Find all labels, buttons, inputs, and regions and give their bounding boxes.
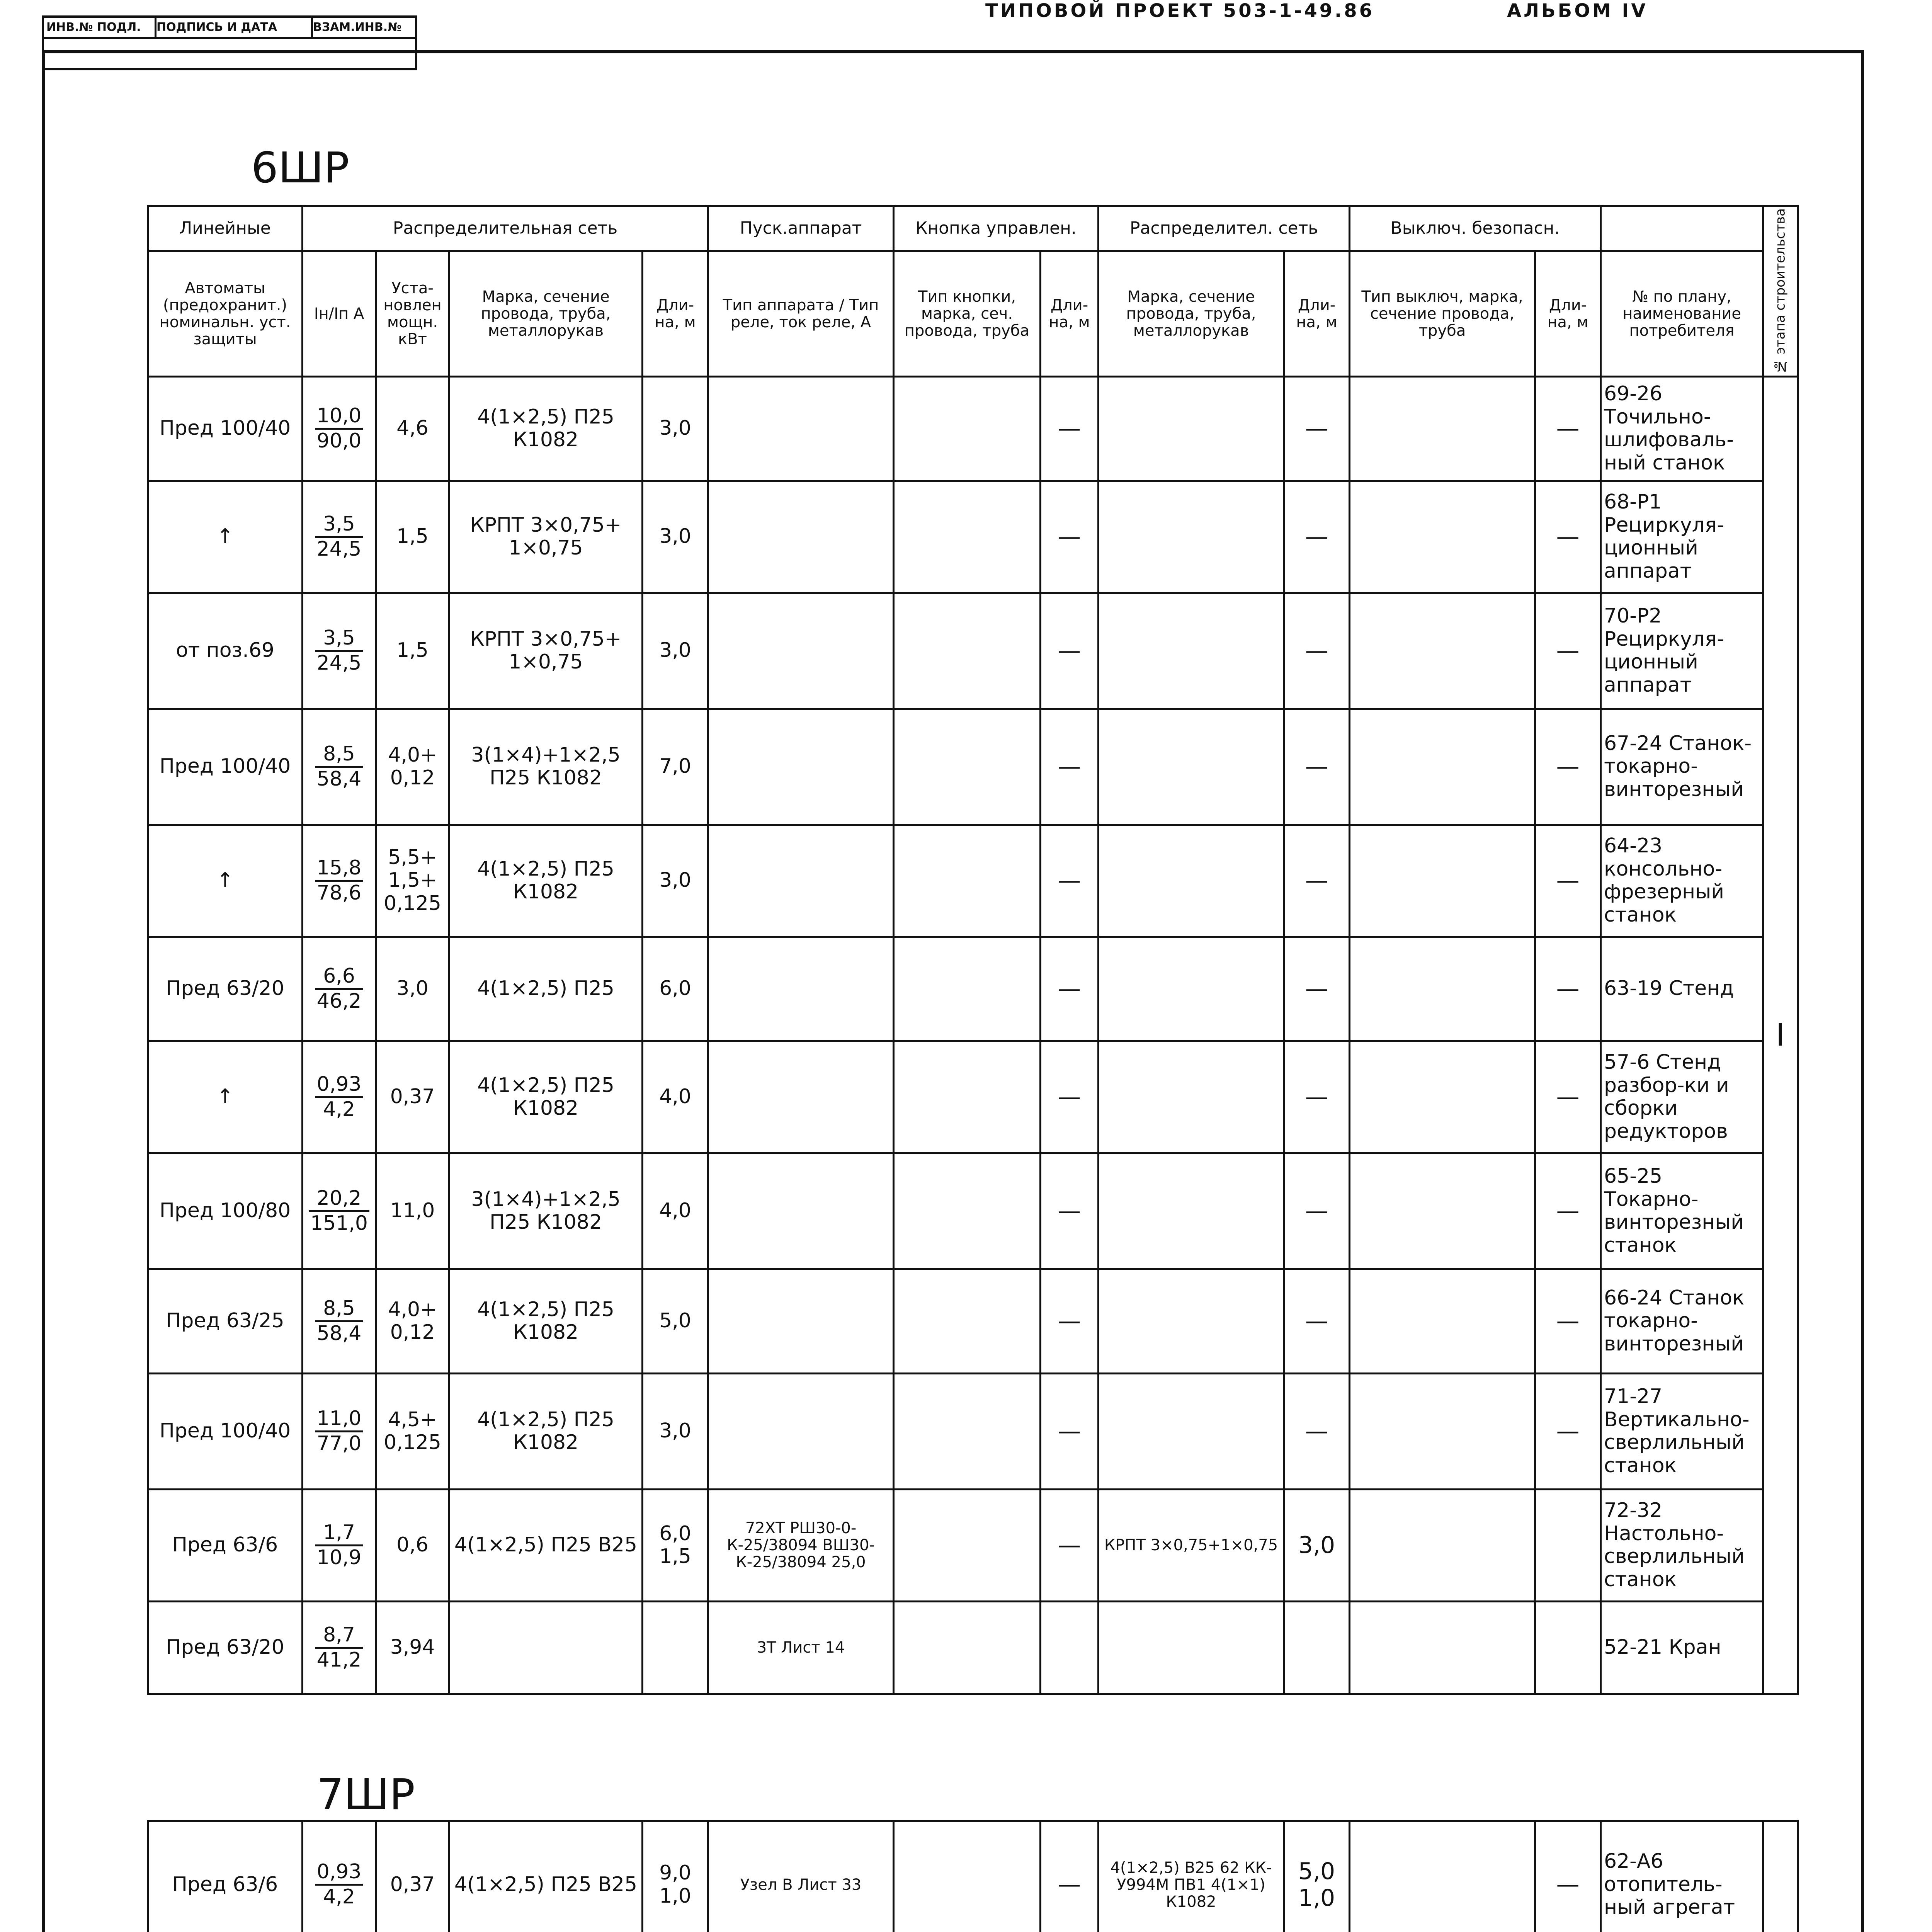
cell-dist2-len: — (1305, 1083, 1328, 1111)
cell-length: 6,0 (659, 977, 691, 1000)
cell-power: 1,5 (396, 525, 429, 548)
current-fraction (315, 513, 363, 561)
cell-dist2-len: — (1305, 867, 1328, 894)
table-row (148, 376, 1798, 481)
cell-length: 3,0 (659, 1419, 691, 1443)
table-row (148, 709, 1798, 825)
cell-power: 11,0 (390, 1199, 435, 1223)
group-switch: Выключ. безопасн. (1350, 206, 1601, 251)
current-fraction (315, 1861, 363, 1909)
cell-wire: 4(1×2,5) П25 В25 (454, 1872, 638, 1896)
cell-sw-len: — (1556, 1417, 1580, 1445)
cell-start-apparatus: 3Т Лист 14 (757, 1639, 845, 1657)
col-power: Уста-новлен мощн. кВт (376, 251, 449, 376)
cell-length: 3,0 (659, 525, 691, 548)
cell-btn-len: — (1058, 867, 1081, 894)
cell-sw-len: — (1556, 523, 1580, 550)
cell-power: 3,0 (396, 977, 429, 1000)
cell-length: 7,0 (659, 755, 691, 778)
cell-btn-len: — (1058, 523, 1081, 550)
cell-length: 4,0 (659, 1085, 691, 1109)
current-start: 151,0 (310, 1211, 368, 1235)
cell-power: 4,0+ 0,12 (388, 1298, 437, 1344)
cell-auto: ↑ (216, 869, 234, 892)
cell-wire: 4(1×2,5) П25 К1082 (477, 1073, 614, 1120)
current-nominal: 15,8 (315, 857, 363, 882)
current-nominal: 10,0 (315, 405, 363, 430)
group-dist: Распределительная сеть (303, 206, 708, 251)
current-nominal: 8,5 (315, 1297, 363, 1322)
col-start: Тип аппарата / Тип реле, ток реле, А (708, 251, 894, 376)
current-fraction (315, 627, 363, 675)
cell-power: 0,37 (390, 1085, 435, 1109)
current-fraction (315, 857, 363, 905)
cell-start-apparatus: Узел В Лист 33 (740, 1876, 862, 1894)
cell-wire: 4(1×2,5) П25 (477, 977, 614, 1000)
cell-power: 0,37 (390, 1872, 435, 1896)
cell-dist2-len: — (1305, 637, 1328, 664)
cell-dist2-len: — (1305, 1417, 1328, 1445)
group-button: Кнопка управлен. (894, 206, 1099, 251)
current-nominal: 8,5 (315, 743, 363, 768)
cell-auto: Пред 63/6 (172, 1533, 278, 1557)
cell-consumer: 69-26 Точильно-шлифоваль-ный станок (1604, 382, 1734, 475)
cell-start-apparatus: 72ХТ РШ30-0-К-25/38094 ВШ30-К-25/38094 25,0 (727, 1519, 875, 1571)
current-start: 58,4 (316, 767, 362, 791)
cell-wire: 4(1×2,5) П25 К1082 (477, 1408, 614, 1454)
cell-auto: Пред 63/20 (166, 1636, 284, 1659)
cell-consumer: 71-27 Вертикально-сверлильный станок (1604, 1384, 1750, 1478)
section-7shr-title: 7ШР (317, 1770, 415, 1819)
col-btn: Тип кнопки, марка, сеч. провода, труба (894, 251, 1041, 376)
cell-length: 6,0 1,5 (659, 1522, 691, 1568)
current-nominal: 1,7 (315, 1521, 363, 1546)
cell-dist2-len: — (1305, 415, 1328, 442)
cell-consumer: 70-Р2 Рециркуля-ционный аппарат (1604, 604, 1725, 697)
cell-btn-len: — (1058, 1871, 1081, 1898)
cell-consumer: 52-21 Кран (1604, 1636, 1721, 1659)
col-current: Iн/Iп А (303, 251, 376, 376)
cell-sw-len: — (1556, 1197, 1580, 1225)
col-consumer: № по плану, наименование потребителя (1601, 251, 1763, 376)
cell-consumer: 64-23 консольно-фрезерный станок (1604, 834, 1724, 927)
cell-auto: Пред 63/25 (166, 1309, 284, 1333)
current-fraction (309, 1187, 369, 1235)
cell-length: 9,0 1,0 (659, 1861, 691, 1908)
project-line: ТИПОВОЙ ПРОЕКТ 503-1-49.86 (985, 0, 1375, 22)
cell-power: 3,94 (390, 1636, 435, 1659)
cell-wire: КРПТ 3×0,75+ 1×0,75 (470, 627, 622, 674)
cell-wire: 4(1×2,5) П25 К1082 (477, 857, 614, 904)
table-row (148, 825, 1798, 937)
cell-consumer: 63-19 Стенд (1604, 977, 1734, 1000)
cell-dist2-len: — (1305, 1197, 1328, 1225)
current-start: 78,6 (316, 881, 362, 905)
current-fraction (315, 965, 363, 1013)
cell-length: 4,0 (659, 1199, 691, 1223)
cell-consumer: 65-25 Токарно-винторезный станок (1604, 1164, 1744, 1257)
cell-consumer: 68-Р1 Рециркуля-ционный аппарат (1604, 490, 1725, 583)
current-fraction (315, 1073, 363, 1121)
cell-auto: Пред 100/40 (159, 417, 291, 440)
current-fraction (315, 1521, 363, 1570)
cell-power: 1,5 (396, 639, 429, 662)
cell-wire: 4(1×2,5) П25 К1082 (477, 1298, 614, 1344)
cell-sw-len: — (1556, 1871, 1580, 1898)
stage-mark: I (1776, 1017, 1785, 1053)
cell-length: 3,0 (659, 417, 691, 440)
current-nominal: 11,0 (315, 1407, 363, 1432)
cell-dist2-len: 3,0 (1298, 1531, 1335, 1559)
current-start: 58,4 (316, 1321, 362, 1345)
cell-wire: 3(1×4)+1×2,5 П25 К1082 (471, 1187, 621, 1234)
current-fraction (315, 405, 363, 453)
table-row (148, 1269, 1798, 1373)
cell-dist2-len: 5,0 1,0 (1298, 1857, 1335, 1912)
table-row (148, 593, 1798, 709)
cell-length: 3,0 (659, 869, 691, 892)
stamp-replace: ВЗАМ.ИНВ.№ (313, 20, 402, 34)
cell-wire: 4(1×2,5) П25 В25 (454, 1533, 638, 1557)
cell-auto: Пред 100/80 (159, 1199, 291, 1223)
cell-sw-len: — (1556, 1307, 1580, 1335)
cell-consumer: 66-24 Станок токарно-винторезный (1604, 1286, 1745, 1356)
cell-dist2-len: — (1305, 1307, 1328, 1335)
cell-auto: Пред 63/20 (166, 977, 284, 1000)
col-auto: Автоматы (предохранит.) номинальн. уст. защиты (148, 251, 303, 376)
current-start: 41,2 (316, 1648, 362, 1672)
cell-power: 4,6 (396, 417, 429, 440)
cell-btn-len: — (1058, 1197, 1081, 1225)
section-6shr-title: 6ШР (251, 143, 349, 192)
current-start: 4,2 (323, 1097, 355, 1121)
current-nominal: 20,2 (309, 1187, 369, 1212)
cell-btn-len: — (1058, 1531, 1081, 1559)
current-start: 24,5 (316, 537, 362, 561)
table-row (148, 1373, 1798, 1489)
cell-auto: от поз.69 (176, 639, 274, 662)
col-len: Дли-на, м (643, 251, 708, 376)
col-dist2-len: Дли-на, м (1284, 251, 1350, 376)
cell-auto: ↑ (216, 1085, 234, 1109)
current-nominal: 0,93 (315, 1861, 363, 1886)
cell-power: 4,5+ 0,125 (384, 1408, 441, 1454)
cell-power: 0,6 (396, 1533, 429, 1557)
current-nominal: 0,93 (315, 1073, 363, 1098)
cell-dist2-len: — (1305, 975, 1328, 1002)
cell-dist2-len: — (1305, 753, 1328, 780)
table-row (148, 937, 1798, 1041)
table-row (148, 1153, 1798, 1269)
current-start: 90,0 (316, 429, 362, 452)
cell-length: 5,0 (659, 1309, 691, 1333)
table-row (148, 481, 1798, 593)
cell-auto: ↑ (216, 525, 234, 548)
cell-wire: 3(1×4)+1×2,5 П25 К1082 (471, 743, 621, 790)
cell-btn-len: — (1058, 415, 1081, 442)
cell-btn-len: — (1058, 637, 1081, 664)
col-btn-len: Дли-на, м (1041, 251, 1099, 376)
stamp-inv: ИНВ.№ ПОДЛ. (44, 18, 156, 37)
group-dist2: Распределител. сеть (1099, 206, 1350, 251)
current-nominal: 3,5 (315, 627, 363, 652)
current-start: 10,9 (316, 1546, 362, 1569)
cell-sw-len: — (1556, 1083, 1580, 1111)
cell-power: 4,0+ 0,12 (388, 743, 437, 790)
cell-btn-len: — (1058, 1417, 1081, 1445)
cell-consumer: 72-32 Настольно-сверлильный станок (1604, 1498, 1745, 1592)
cell-btn-len: — (1058, 753, 1081, 780)
cell-auto: Пред 63/6 (172, 1872, 278, 1896)
cell-length: 3,0 (659, 639, 691, 662)
current-start: 77,0 (316, 1432, 362, 1455)
cell-btn-len: — (1058, 975, 1081, 1002)
cell-dist2-len: — (1305, 523, 1328, 550)
col-dist2: Марка, сечение провода, труба, металлорукав (1099, 251, 1284, 376)
current-nominal: 3,5 (315, 513, 363, 538)
table-row (148, 1041, 1798, 1153)
table-row (148, 1601, 1798, 1694)
cell-consumer: 62-А6 отопитель-ный агрегат (1604, 1849, 1735, 1919)
cell-sw-len: — (1556, 975, 1580, 1002)
cell-btn-len: — (1058, 1083, 1081, 1111)
current-fraction (315, 1297, 363, 1345)
current-fraction (315, 1407, 363, 1456)
current-fraction (315, 743, 363, 791)
cell-wire: КРПТ 3×0,75+ 1×0,75 (470, 513, 622, 560)
cell-dist2: 4(1×2,5) В25 62 КК-У994М ПВ1 4(1×1) К1082 (1110, 1859, 1272, 1911)
cell-sw-len: — (1556, 415, 1580, 442)
cell-power: 5,5+ 1,5+ 0,125 (384, 845, 441, 915)
current-start: 46,2 (316, 989, 362, 1013)
current-fraction (315, 1624, 363, 1672)
current-nominal: 8,7 (315, 1624, 363, 1649)
current-start: 24,5 (316, 651, 362, 675)
cell-sw-len: — (1556, 637, 1580, 664)
group-lines: Линейные (148, 206, 303, 251)
table-7shr (147, 1820, 1799, 1932)
current-start: 4,2 (323, 1885, 355, 1908)
table-row (148, 1821, 1798, 1932)
col-stage: № этапа строительства (1763, 206, 1798, 377)
table-row (148, 1489, 1798, 1601)
stamp-sign: ПОДПИСЬ И ДАТА (154, 18, 313, 37)
cell-sw-len: — (1556, 753, 1580, 780)
group-start: Пуск.аппарат (708, 206, 894, 251)
cell-auto: Пред 100/40 (159, 1419, 291, 1443)
col-sw-len: Дли-на, м (1535, 251, 1601, 376)
album-label: АЛЬБОМ IV (1507, 0, 1648, 22)
col-wire: Марка, сечение провода, труба, металлорукав (449, 251, 643, 376)
col-sw: Тип выключ, марка, сечение провода, труба (1350, 251, 1535, 376)
cell-sw-len: — (1556, 867, 1580, 894)
cell-consumer: 57-6 Стенд разбор-ки и сборки редукторов (1604, 1050, 1729, 1143)
cell-btn-len: — (1058, 1307, 1081, 1335)
cell-auto: Пред 100/40 (159, 755, 291, 778)
cell-dist2: КРПТ 3×0,75+1×0,75 (1104, 1536, 1278, 1554)
cell-consumer: 67-24 Станок-токарно-винторезный (1604, 731, 1752, 801)
cell-wire: 4(1×2,5) П25 К1082 (477, 405, 614, 452)
current-nominal: 6,6 (315, 965, 363, 990)
table-6shr (147, 205, 1799, 1695)
